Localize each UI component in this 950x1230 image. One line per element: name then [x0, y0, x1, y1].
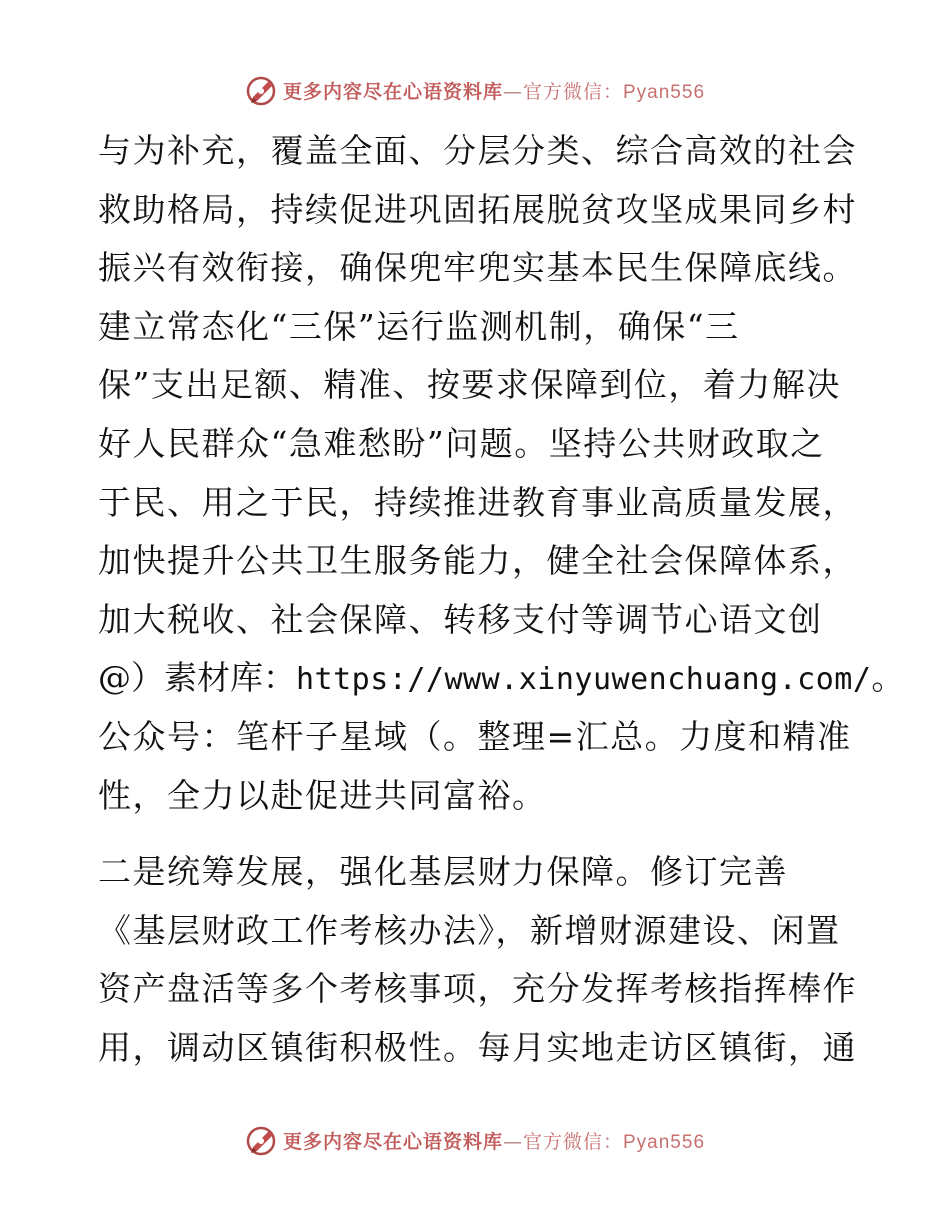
- watermark-separator: —: [502, 1130, 523, 1153]
- url-line: [98, 649, 905, 708]
- text-line: 资产盘活等多个考核事项，充分发挥考核指挥棒作: [98, 969, 857, 1009]
- watermark-wechat-id: Pyan556: [623, 81, 706, 103]
- header-watermark: [0, 70, 950, 110]
- text-line: 于民、用之于民，持续推进教育事业高质量发展，: [98, 482, 857, 522]
- pen-logo-icon: [245, 73, 279, 107]
- text-line: 《基层财政工作考核办法》，新增财源建设、闲置: [98, 910, 841, 950]
- text-line: 振兴有效衔接，确保兜牢兜实基本民生保障底线。: [98, 248, 857, 288]
- watermark-text: [283, 1127, 705, 1154]
- url-line-suffix: 。: [871, 658, 905, 698]
- text-line: 公众号：笔杆子星域（。整理=汇总。力度和精准: [98, 716, 852, 756]
- text-line: 救助格局，持续促进巩固拓展脱贫攻坚成果同乡村: [98, 189, 857, 229]
- document-body: [98, 122, 905, 1078]
- watermark-separator: —: [502, 80, 523, 103]
- watermark-text: [283, 77, 705, 104]
- watermark-brand: 更多内容尽在心语资料库: [282, 80, 503, 103]
- text-line: 加快提升公共卫生服务能力，健全社会保障体系，: [98, 541, 857, 581]
- watermark-official-label: 官方微信：: [522, 1130, 623, 1153]
- text-line: 好人民群众“急难愁盼”问题。坚持公共财政取之: [98, 423, 825, 463]
- text-line: 与为补充，覆盖全面、分层分类、综合高效的社会: [98, 131, 857, 170]
- watermark-wechat-id: Pyan556: [623, 1131, 706, 1153]
- url-line-prefix: @）素材库：: [98, 658, 296, 698]
- text-line: 用，调动区镇街积极性。每月实地走访区镇街，通: [98, 1027, 857, 1067]
- watermark-official-label: 官方微信：: [522, 80, 623, 103]
- pen-logo-icon: [245, 1123, 279, 1157]
- text-line: 保”支出足额、精准、按要求保障到位，着力解决: [98, 365, 841, 405]
- footer-watermark: [0, 1120, 950, 1160]
- text-line: 二是统筹发展，强化基层财力保障。修订完善: [98, 852, 788, 892]
- resource-url-link[interactable]: https://www.xinyuwenchuang.com/: [296, 662, 872, 698]
- watermark-brand: 更多内容尽在心语资料库: [282, 1130, 503, 1153]
- paragraph-1: [98, 122, 905, 825]
- paragraph-2: [98, 843, 858, 1077]
- text-line: 加大税收、社会保障、转移支付等调节心语文创: [98, 599, 823, 639]
- text-line: 建立常态化“三保”运行监测机制，确保“三: [98, 306, 740, 346]
- paragraph-gap: [98, 825, 858, 843]
- text-line: 性，全力以赴促进共同富裕。: [98, 775, 547, 815]
